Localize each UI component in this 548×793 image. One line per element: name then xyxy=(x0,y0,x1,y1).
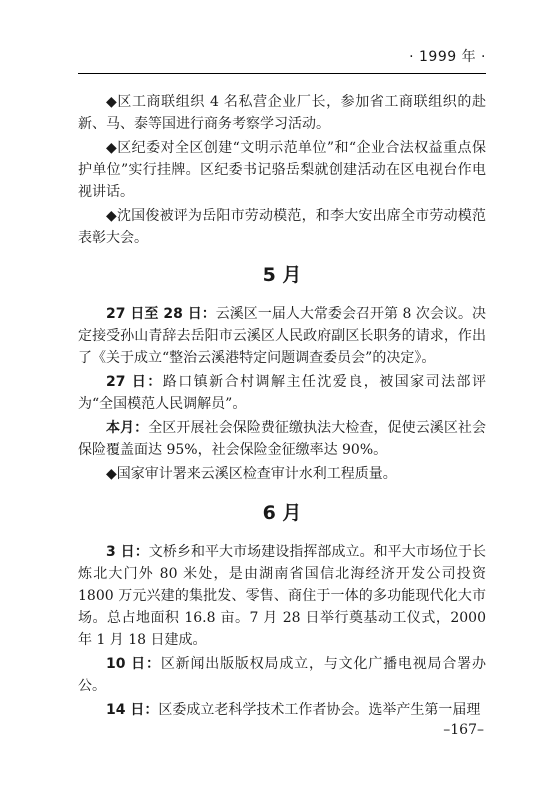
running-header-year: · 1999 年 · xyxy=(409,49,486,65)
entry-date: 本月： xyxy=(106,420,149,436)
entry-text: 区新闻出版版权局成立，与文化广播电视局合署办公。 xyxy=(78,656,486,694)
page-body xyxy=(78,91,486,723)
entry-text: 路口镇新合村调解主任沈爱良，被国家司法部评为“全国模范人民调解员”。 xyxy=(78,374,487,412)
item-paragraph: ◆区工商联组织 4 名私营企业厂长，参加省工商联组织的赴新、马、泰等国进行商务考察学习活动。 xyxy=(78,94,486,132)
page-number: –167– xyxy=(443,722,484,738)
header-rule xyxy=(78,73,486,74)
dated-entry xyxy=(78,541,486,651)
dated-entry xyxy=(78,303,486,369)
item-paragraph: ◆国家审计署来云溪区检查审计水利工程质量。 xyxy=(106,466,397,482)
entry-date: 10 日： xyxy=(106,656,161,672)
dated-entry xyxy=(78,699,486,721)
entry-text: 文桥乡和平大市场建设指挥部成立。和平大市场位于长炼北大门外 80 米处，是由湖南省国信北海经济开发公司投资 1800 万元兴建的集批发、零售、商住于一体的多功能现代化大市场。总占地面积 16.8 亩。7 月 28 日举行奠基动工仪式，2000 年 1 月 18 日建成。 xyxy=(78,544,486,648)
dated-entry xyxy=(78,417,486,461)
entry-date: 27 日： xyxy=(106,374,163,390)
entry-text: 云溪区一届人大常委会召开第 8 次会议。决定接受孙山青辞去岳阳市云溪区人民政府副区长职务的请求，作出了《关于成立“整治云溪港特定问题调查委员会”的决定》。 xyxy=(78,306,486,366)
dated-entry xyxy=(78,653,486,697)
item-paragraph: ◆沈国俊被评为岳阳市劳动模范，和李大安出席全市劳动模范表彰大会。 xyxy=(78,208,486,246)
entry-date: 14 日： xyxy=(106,702,159,718)
item-paragraph: ◆区纪委对全区创建“文明示范单位”和“企业合法权益重点保护单位”实行挂牌。区纪委书记骆岳梨就创建活动在区电视台作电视讲话。 xyxy=(78,140,486,200)
entry-text: 区委成立老科学技术工作者协会。选举产生第一届理 xyxy=(158,702,481,718)
dated-entry xyxy=(78,371,486,415)
entry-date: 27 日至 28 日： xyxy=(106,306,216,322)
entry-date: 3 日： xyxy=(106,544,149,560)
month-heading-may: 5 月 xyxy=(262,264,302,286)
entry-text: 全区开展社会保险费征缴执法大检查，促使云溪区社会保险覆盖面达 95%，社会保险金征缴率达 90%。 xyxy=(78,420,487,458)
month-heading-june: 6 月 xyxy=(262,502,302,524)
